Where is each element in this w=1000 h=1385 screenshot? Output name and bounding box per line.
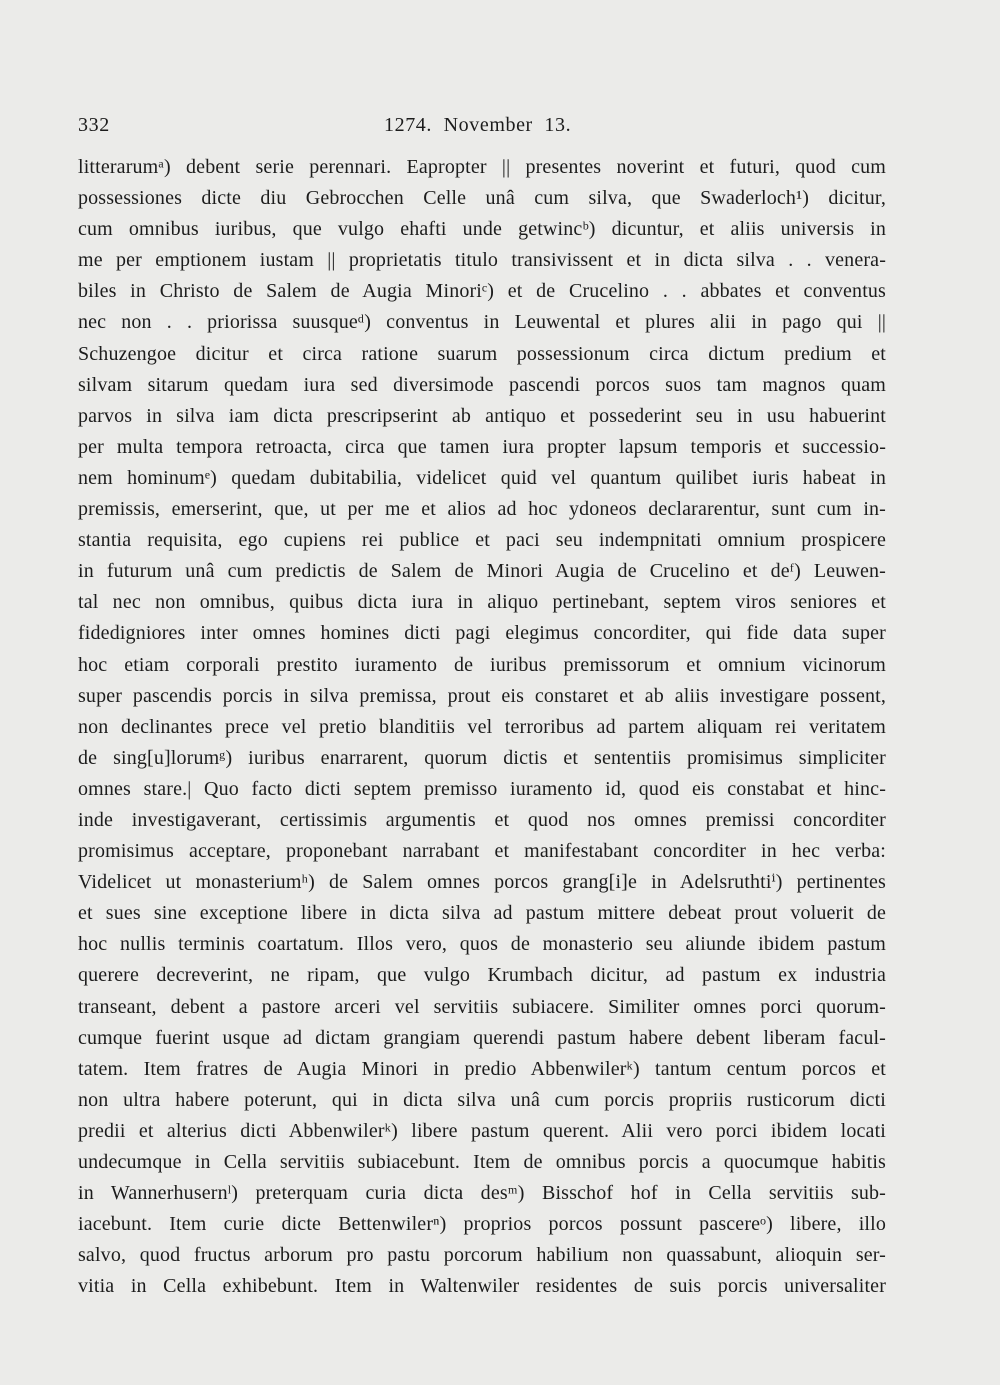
text-line: in futurum unâ cum predictis de Salem de Minori Augia de Crucelino et deᶠ) Leuwen-: [78, 560, 886, 583]
running-head: 1274. November 13.: [384, 114, 572, 136]
text-line: inde investigaverant, certissimis argumentis et quod nos omnes premissi concorditer: [78, 808, 886, 831]
text-line: tatem. Item fratres de Augia Minori in predio Abbenwilerᵏ) tantum centum porcos et: [78, 1057, 886, 1080]
text-line: Videlicet ut monasteriumʰ) de Salem omnes porcos grang[i]e in Adelsruthtiⁱ) pertinentes: [78, 871, 886, 894]
text-line: non declinantes prece vel pretio blanditiis vel terroribus ad partem aliquam rei veritatem: [78, 715, 886, 738]
text-line: salvo, quod fructus arborum pro pastu porcorum habilium non quassabunt, alioquin ser-: [78, 1244, 886, 1267]
page-header: [78, 114, 886, 144]
text-line: tal nec non omnibus, quibus dicta iura in aliquo pertinebant, septem viros seniores et: [78, 591, 886, 614]
text-line: cum omnibus iuribus, que vulgo ehafti unde getwincᵇ) dicuntur, et aliis universis in: [78, 218, 886, 241]
text-line: per multa tempora retroacta, circa que tamen iura propter lapsum temporis et successio-: [78, 435, 886, 458]
text-line: biles in Christo de Salem de Augia Minoriᶜ) et de Crucelino . . abbates et conventus: [78, 280, 886, 303]
text-line: de sing[u]lorumᵍ) iuribus enarrarent, quorum dictis et sententiis promisimus simpliciter: [78, 746, 886, 769]
text-line: iacebunt. Item curie dicte Bettenwilerⁿ) proprios porcos possunt pascereᵒ) libere, illo: [78, 1213, 886, 1236]
text-line: undecumque in Cella servitiis subiacebunt. Item de omnibus porcis a quocumque habitis: [78, 1151, 886, 1173]
text-line: omnes stare.| Quo facto dicti septem premisso iuramento id, quod eis constabat et hinc-: [78, 777, 886, 800]
text-line: et sues sine exceptione libere in dicta silva ad pastum mittere debeat prout voluerit de: [78, 902, 886, 925]
text-line: querere decreverint, ne ripam, que vulgo Krumbach dicitur, ad pastum ex industria: [78, 964, 886, 987]
text-line: parvos in silva iam dicta prescripserint ab antiquo et possederint seu in usu habuerint: [78, 404, 886, 427]
text-line: me per emptionem iustam || proprietatis titulo transivissent et in dicta silva . . venera-: [78, 249, 886, 272]
text-line: predii et alterius dicti Abbenwilerᵏ) libere pastum querent. Alii vero porci ibidem locati: [78, 1119, 886, 1142]
text-line: Schuzengoe dicitur et circa ratione suarum possessionum circa dictum predium et: [78, 342, 886, 365]
page-number: 332: [78, 114, 110, 136]
text-line: in Wannerhusernˡ) preterquam curia dicta desᵐ) Bisschof hof in Cella servitiis sub-: [78, 1182, 886, 1205]
text-line: nec non . . priorissa suusqueᵈ) conventus in Leuwental et plures alii in pago qui ||: [78, 311, 886, 334]
text-line: cumque fuerint usque ad dictam grangiam querendi pastum habere debent liberam facul-: [78, 1026, 886, 1049]
text-line: super pascendis porcis in silva premissa, prout eis constaret et ab aliis investigare possent,: [78, 684, 886, 707]
text-line: nem hominumᵉ) quedam dubitabilia, videlicet quid vel quantum quilibet iuris habeat in: [78, 466, 886, 489]
text-line: hoc etiam corporali prestito iuramento de iuribus premissorum et omnium vicinorum: [78, 653, 886, 676]
text-line: stantia requisita, ego cupiens rei publice et paci seu indempnitati omnium prospicere: [78, 529, 886, 552]
text-line: litterarumᵃ) debent serie perennari. Eapropter || presentes noverint et futuri, quod cum: [78, 156, 886, 178]
text-line: premissis, emerserint, que, ut per me et alios ad hoc ydoneos declararentur, sunt cum in-: [78, 498, 886, 521]
text-line: silvam sitarum quedam iura sed diversimode pascendi porcos suos tam magnos quam: [78, 373, 886, 396]
text-line: promisimus acceptare, proponebant narrabant et manifestabant concorditer in hec verba:: [78, 840, 886, 863]
text-line: non ultra habere poterunt, qui in dicta silva unâ cum porcis propriis rusticorum dicti: [78, 1088, 886, 1111]
text-line: vitia in Cella exhibebunt. Item in Waltenwiler residentes de suis porcis universaliter: [78, 1275, 886, 1298]
text-line: possessiones dicte diu Gebrocchen Celle unâ cum silva, que Swaderloch¹) dicitur,: [78, 187, 886, 210]
body-text: [78, 152, 886, 1302]
text-line: fidedigniores inter omnes homines dicti pagi elegimus concorditer, qui fide data super: [78, 622, 886, 645]
text-line: transeant, debent a pastore arceri vel servitiis subiacere. Similiter omnes porci quorum-: [78, 995, 886, 1018]
text-line: hoc nullis terminis coartatum. Illos vero, quos de monasterio seu aliunde ibidem pastum: [78, 933, 886, 956]
